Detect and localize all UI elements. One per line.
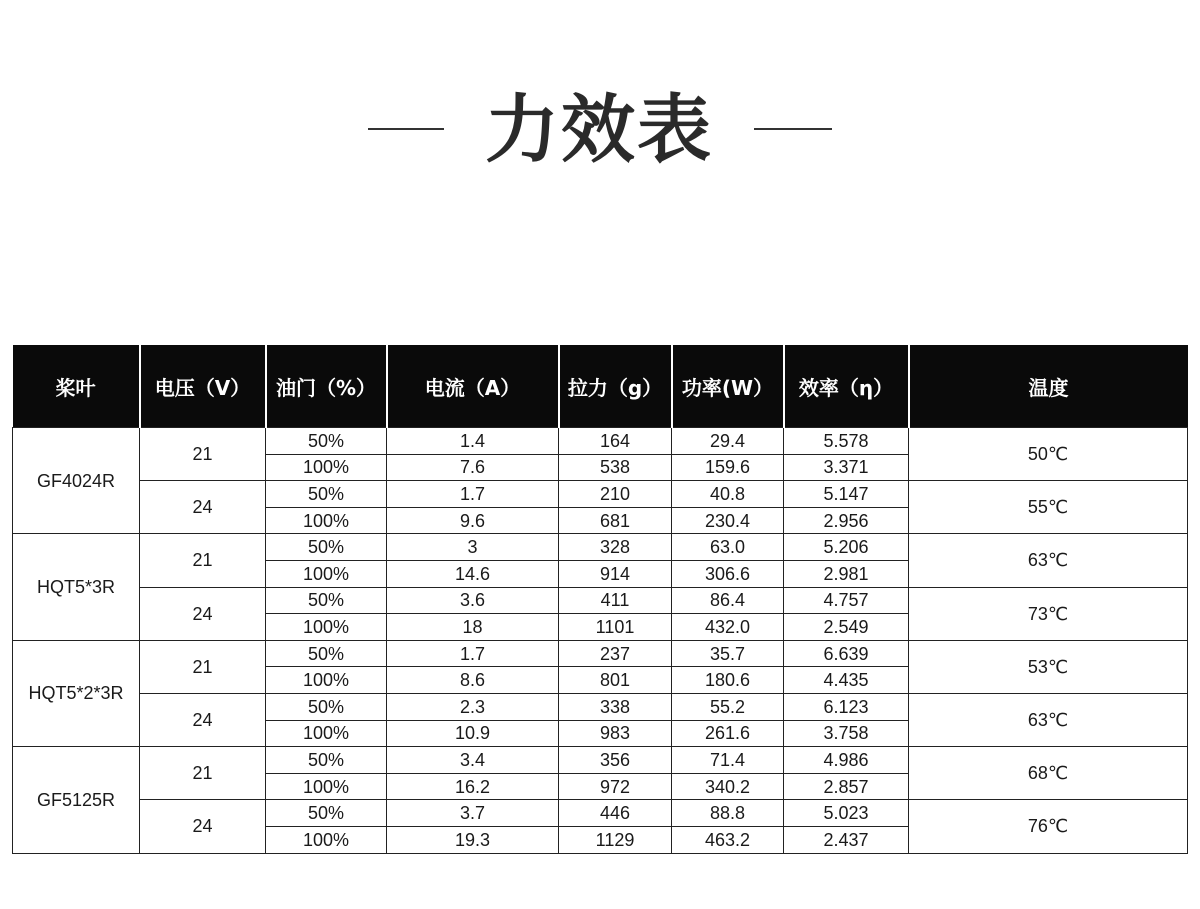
throttle-cell: 100%: [266, 560, 387, 587]
current-cell: 18: [387, 614, 559, 641]
voltage-cell: 24: [140, 587, 266, 640]
thrust-cell: 164: [559, 428, 672, 455]
table-body: [13, 428, 1188, 854]
page-header: [0, 80, 1200, 180]
throttle-cell: 50%: [266, 640, 387, 667]
throttle-cell: 100%: [266, 614, 387, 641]
efficiency-cell: 6.639: [784, 640, 909, 667]
throttle-cell: 100%: [266, 826, 387, 853]
current-cell: 1.4: [387, 428, 559, 455]
table-row: [13, 481, 1188, 508]
efficiency-cell: 2.549: [784, 614, 909, 641]
thrust-cell: 983: [559, 720, 672, 747]
temperature-cell: 63℃: [909, 693, 1188, 746]
header-voltage: 电压（V）: [140, 345, 266, 428]
thrust-cell: 801: [559, 667, 672, 694]
table-row: [13, 693, 1188, 720]
efficiency-cell: 3.371: [784, 454, 909, 481]
header-throttle: 油门（%）: [266, 345, 387, 428]
current-cell: 19.3: [387, 826, 559, 853]
power-cell: 261.6: [672, 720, 784, 747]
performance-table: [12, 345, 1188, 854]
power-cell: 71.4: [672, 747, 784, 774]
header-efficiency: 效率（η）: [784, 345, 909, 428]
title-dash-right: [754, 128, 832, 130]
page-title: 力效表: [485, 87, 713, 173]
efficiency-cell: 5.147: [784, 481, 909, 508]
power-cell: 340.2: [672, 773, 784, 800]
current-cell: 2.3: [387, 693, 559, 720]
header-prop: 桨叶: [13, 345, 140, 428]
current-cell: 3.7: [387, 800, 559, 827]
temperature-cell: 63℃: [909, 534, 1188, 587]
efficiency-cell: 4.435: [784, 667, 909, 694]
efficiency-cell: 2.437: [784, 826, 909, 853]
voltage-cell: 21: [140, 534, 266, 587]
throttle-cell: 100%: [266, 507, 387, 534]
power-cell: 180.6: [672, 667, 784, 694]
prop-cell: HQT5*2*3R: [13, 640, 140, 746]
temperature-cell: 53℃: [909, 640, 1188, 693]
thrust-cell: 1101: [559, 614, 672, 641]
voltage-cell: 24: [140, 800, 266, 853]
header-thrust: 拉力（g）: [559, 345, 672, 428]
power-cell: 88.8: [672, 800, 784, 827]
power-cell: 55.2: [672, 693, 784, 720]
throttle-cell: 50%: [266, 800, 387, 827]
throttle-cell: 100%: [266, 454, 387, 481]
voltage-cell: 21: [140, 428, 266, 481]
thrust-cell: 972: [559, 773, 672, 800]
current-cell: 14.6: [387, 560, 559, 587]
thrust-cell: 411: [559, 587, 672, 614]
efficiency-cell: 5.206: [784, 534, 909, 561]
efficiency-cell: 3.758: [784, 720, 909, 747]
current-cell: 3.6: [387, 587, 559, 614]
table-row: [13, 534, 1188, 561]
power-cell: 230.4: [672, 507, 784, 534]
table-row: [13, 640, 1188, 667]
power-cell: 63.0: [672, 534, 784, 561]
efficiency-cell: 2.956: [784, 507, 909, 534]
current-cell: 8.6: [387, 667, 559, 694]
voltage-cell: 24: [140, 693, 266, 746]
current-cell: 16.2: [387, 773, 559, 800]
throttle-cell: 50%: [266, 481, 387, 508]
efficiency-cell: 2.857: [784, 773, 909, 800]
voltage-cell: 24: [140, 481, 266, 534]
throttle-cell: 50%: [266, 587, 387, 614]
current-cell: 7.6: [387, 454, 559, 481]
thrust-cell: 210: [559, 481, 672, 508]
efficiency-cell: 5.578: [784, 428, 909, 455]
current-cell: 1.7: [387, 640, 559, 667]
table-row: [13, 747, 1188, 774]
throttle-cell: 50%: [266, 428, 387, 455]
throttle-cell: 50%: [266, 693, 387, 720]
prop-cell: HQT5*3R: [13, 534, 140, 640]
efficiency-cell: 2.981: [784, 560, 909, 587]
current-cell: 3: [387, 534, 559, 561]
thrust-cell: 338: [559, 693, 672, 720]
power-cell: 463.2: [672, 826, 784, 853]
power-cell: 306.6: [672, 560, 784, 587]
power-cell: 159.6: [672, 454, 784, 481]
thrust-cell: 914: [559, 560, 672, 587]
temperature-cell: 76℃: [909, 800, 1188, 853]
table-row: [13, 800, 1188, 827]
throttle-cell: 50%: [266, 534, 387, 561]
voltage-cell: 21: [140, 747, 266, 800]
efficiency-cell: 4.986: [784, 747, 909, 774]
prop-cell: GF4024R: [13, 428, 140, 534]
header-temperature: 温度: [909, 345, 1188, 428]
current-cell: 9.6: [387, 507, 559, 534]
power-cell: 29.4: [672, 428, 784, 455]
prop-cell: GF5125R: [13, 747, 140, 853]
power-cell: 432.0: [672, 614, 784, 641]
voltage-cell: 21: [140, 640, 266, 693]
temperature-cell: 68℃: [909, 747, 1188, 800]
thrust-cell: 681: [559, 507, 672, 534]
table-row: [13, 428, 1188, 455]
current-cell: 10.9: [387, 720, 559, 747]
throttle-cell: 100%: [266, 773, 387, 800]
temperature-cell: 73℃: [909, 587, 1188, 640]
throttle-cell: 100%: [266, 667, 387, 694]
efficiency-cell: 5.023: [784, 800, 909, 827]
temperature-cell: 55℃: [909, 481, 1188, 534]
thrust-cell: 1129: [559, 826, 672, 853]
thrust-cell: 446: [559, 800, 672, 827]
thrust-cell: 237: [559, 640, 672, 667]
throttle-cell: 100%: [266, 720, 387, 747]
power-cell: 35.7: [672, 640, 784, 667]
thrust-cell: 356: [559, 747, 672, 774]
efficiency-cell: 6.123: [784, 693, 909, 720]
temperature-cell: 50℃: [909, 428, 1188, 481]
table-row: [13, 587, 1188, 614]
current-cell: 3.4: [387, 747, 559, 774]
efficiency-cell: 4.757: [784, 587, 909, 614]
header-current: 电流（A）: [387, 345, 559, 428]
thrust-cell: 328: [559, 534, 672, 561]
power-cell: 86.4: [672, 587, 784, 614]
current-cell: 1.7: [387, 481, 559, 508]
header-power: 功率(W）: [672, 345, 784, 428]
throttle-cell: 50%: [266, 747, 387, 774]
table-header-row: [13, 345, 1188, 428]
title-dash-left: [368, 128, 444, 130]
power-cell: 40.8: [672, 481, 784, 508]
thrust-cell: 538: [559, 454, 672, 481]
